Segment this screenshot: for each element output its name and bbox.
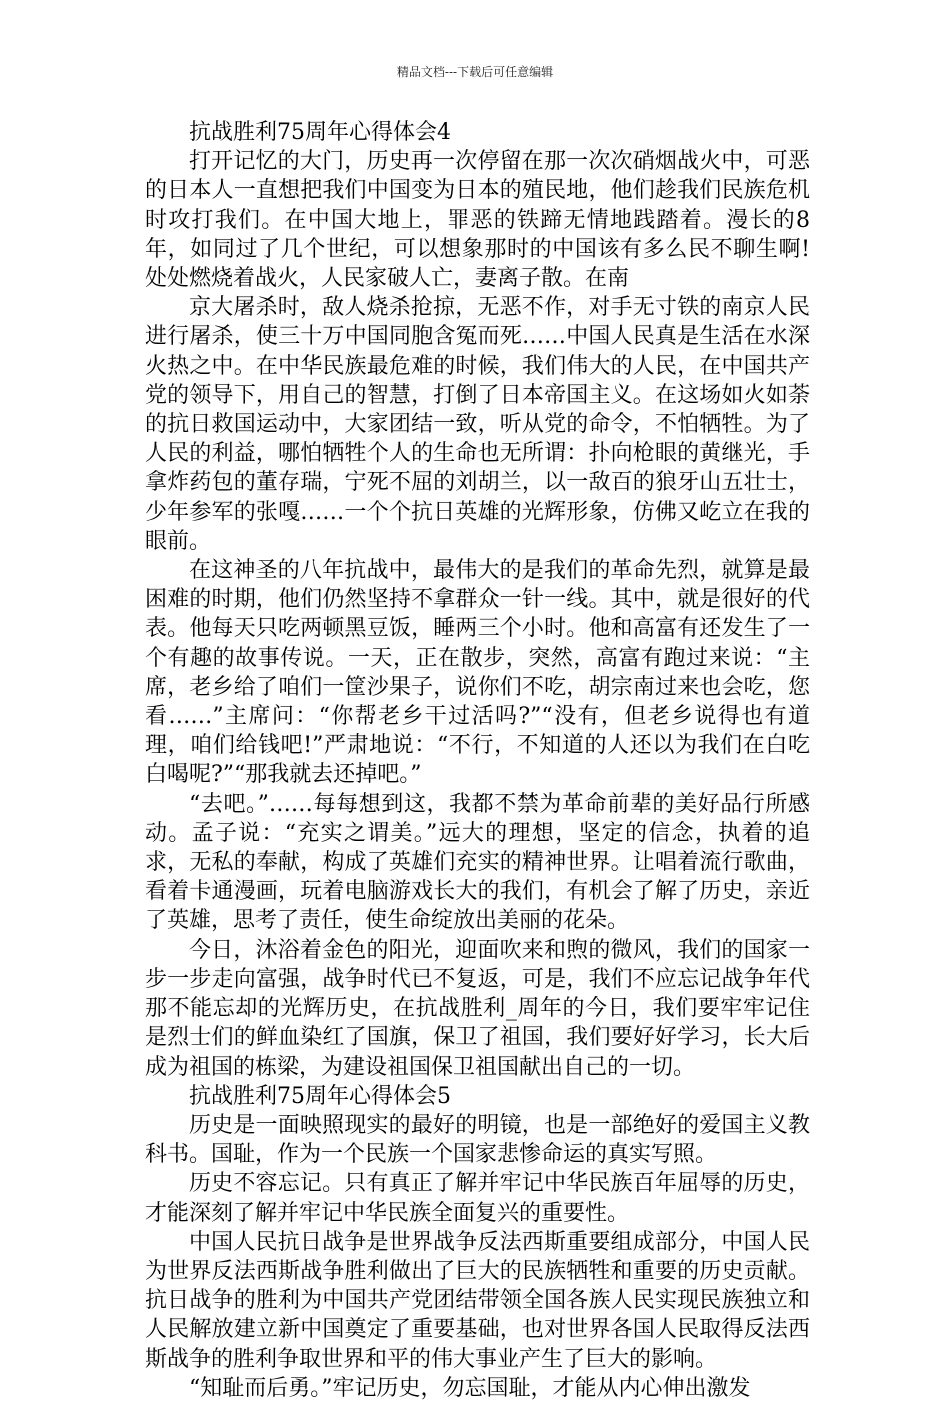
- paragraph: 京大屠杀时，敌人烧杀抢掠，无恶不作，对手无寸铁的南京人民进行屠杀，使三十万中国同胞含冤而死……中国人民真是生活在水深火热之中。在中华民族最危难的时候，我们伟大的人民，在中国共产党的领导下，用自己的智慧，打倒了日本帝国主义。在这场如火如荼的抗日救国运动中，大家团结一致，听从党的命令，不怕牺牲。为了人民的利益，哪怕牺牲个人的生命也无所谓：扑向枪眼的黄继光，手拿炸药包的董存瑞，宁死不屈的刘胡兰，以一敌百的狼牙山五壮士，少年参军的张嘎……一个个抗日英雄的光辉形象，仿佛又屹立在我的眼前。: [145, 295, 810, 554]
- section-title-4: 抗战胜利75周年心得体会4: [189, 120, 451, 145]
- paragraph: 历史不容忘记。只有真正了解并牢记中华民族百年屈辱的历史，才能深刻了解并牢记中华民族全面复兴的重要性。: [145, 1171, 810, 1226]
- paragraph: 今日，沐浴着金色的阳光，迎面吹来和煦的微风，我们的国家一步一步走向富强，战争时代已不复返，可是，我们不应忘记战争年代那不能忘却的光辉历史，在抗战胜利_周年的今日，我们要牢牢记住是烈士们的鲜血染红了国旗，保卫了祖国，我们要好好学习，长大后成为祖国的栋梁，为建设祖国保卫祖国献出自己的一切。: [145, 937, 810, 1080]
- document-body: [145, 118, 810, 1403]
- section-title-5: 抗战胜利75周年心得体会5: [189, 1083, 451, 1109]
- paragraph: “去吧。”……每每想到这，我都不禁为革命前辈的美好品行所感动。孟子说：“充实之谓美。”远大的理想，坚定的信念，执着的追求，无私的奉献，构成了英雄们充实的精神世界。让唱着流行歌曲，看着卡通漫画，玩着电脑游戏长大的我们，有机会了解了历史，亲近了英雄，思考了责任，使生命绽放出美丽的花朵。: [145, 791, 810, 934]
- paragraph: 在这神圣的八年抗战中，最伟大的是我们的革命先烈，就算是最困难的时期，他们仍然坚持不拿群众一针一线。其中，就是很好的代表。他每天只吃两顿黑豆饭，睡两三个小时。他和高富有还发生了一个有趣的故事传说。一天，正在散步，突然，高富有跑过来说：“主席，老乡给了咱们一筐沙果子，说你们不吃，胡宗南过来也会吃，您看……”主席问：“你帮老乡干过活吗?”“没有，但老乡说得也有道理，咱们给钱吧!”严肃地说：“不行，不知道的人还以为我们在白吃白喝呢?”“那我就去还掉吧。”: [145, 558, 810, 788]
- page-header: 精品文档---下载后可任意编辑: [396, 65, 554, 79]
- paragraph: 中国人民抗日战争是世界战争反法西斯重要组成部分，中国人民为世界反法西斯战争胜利做出了巨大的民族牺牲和重要的历史贡献。抗日战争的胜利为中国共产党团结带领全国各族人民实现民族独立和人民解放建立新中国奠定了重要基础，也对世界各国人民取得反法西斯战争的胜利争取世界和平的伟大事业产生了巨大的影响。: [145, 1229, 810, 1372]
- paragraph: 打开记忆的大门，历史再一次停留在那一次次硝烟战火中，可恶的日本人一直想把我们中国变为日本的殖民地，他们趁我们民族危机时攻打我们。在中国大地上，罪恶的铁蹄无情地践踏着。漫长的8年，如同过了几个世纪，可以想象那时的中国该有多么民不聊生啊!处处燃烧着战火，人民家破人亡，妻离子散。在南: [145, 149, 810, 292]
- paragraph: 历史是一面映照现实的最好的明镜，也是一部绝好的爱国主义教科书。国耻，作为一个民族一个国家悲惨命运的真实写照。: [145, 1112, 810, 1168]
- paragraph: “知耻而后勇。”牢记历史，勿忘国耻，才能从内心伸出激发: [189, 1375, 751, 1401]
